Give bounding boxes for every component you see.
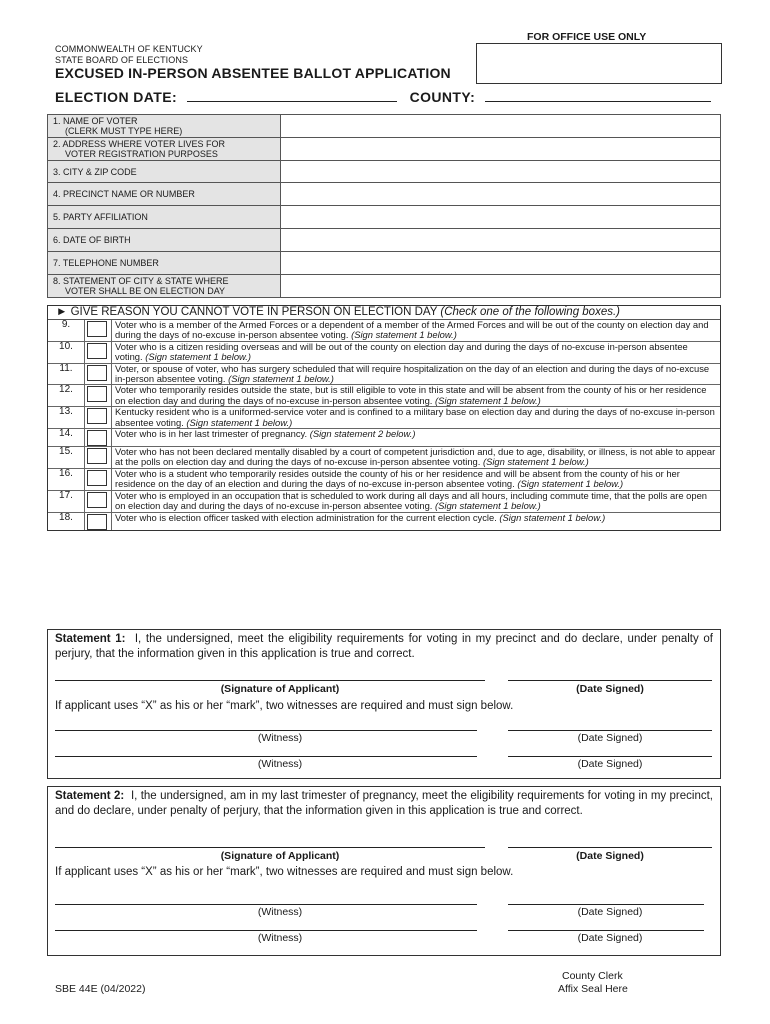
reason-number: 14. [48,429,85,447]
reason-row [48,447,720,469]
reason-sign-instruction: (Sign statement 1 below.) [435,500,541,512]
voter-field-row [48,252,721,275]
voter-field-label [48,115,281,138]
statement-1-box [47,629,721,779]
voter-field-input[interactable] [281,115,721,138]
applicant-signature-line-2[interactable] [55,847,485,848]
reason-sign-instruction: (Sign statement 1 below.) [435,394,541,406]
mark-note-1: If applicant uses “X” as his or her “mark”, two witnesses are required and must sign below. [55,700,514,712]
voter-field-label-line1: 3. CITY & ZIP CODE [53,166,137,177]
reason-description [112,512,721,530]
reason-checkbox-cell [85,447,112,469]
witness-caption-1b: (Witness) [257,758,303,770]
reason-row [48,385,720,407]
reason-row [48,512,720,530]
reason-row [48,320,720,341]
voter-field-row [48,275,721,298]
reason-heading-note: (Check one of the following boxes.) [440,306,621,318]
reason-number: 10. [48,341,85,363]
reason-checkbox-cell [85,512,112,530]
reason-heading-text: ► GIVE REASON YOU CANNOT VOTE IN PERSON ON ELECTION DAY [56,306,438,318]
voter-field-input[interactable] [281,229,721,252]
voter-field-label [48,206,281,229]
reason-checkbox-cell [85,490,112,512]
reason-checkbox[interactable] [87,430,107,446]
election-date-field[interactable] [187,89,397,102]
reason-description [112,407,721,429]
witness-caption-2a: (Witness) [257,906,303,918]
date-caption-1: (Date Signed) [576,683,644,695]
witness-date-line-1a[interactable] [508,730,712,731]
form-title: EXCUSED IN-PERSON ABSENTEE BALLOT APPLICATION [55,65,451,81]
statement-2-label: Statement 2: [55,790,125,802]
reason-sign-instruction: (Sign statement 1 below.) [482,456,589,468]
voter-field-input[interactable] [281,252,721,275]
reason-number: 18. [48,512,85,530]
reason-row [48,490,720,512]
reason-description [112,447,721,469]
voter-field-label-line1: 4. PRECINCT NAME OR NUMBER [53,189,195,199]
date-signed-line-1[interactable] [508,680,712,681]
reason-row [48,468,720,490]
voter-field-label [48,138,281,161]
reason-text: Voter who temporarily resides outside the state, but is still eligible to vote in this state and will be absent from the county of his or her residence on election day and during the days of no-excuse in-person absentee voting. [115,384,707,406]
agency-line-2: STATE BOARD OF ELECTIONS [55,55,189,65]
reason-row [48,363,720,385]
reason-sign-instruction: (Sign statement 1 below.) [145,351,252,363]
reason-checkbox[interactable] [87,492,107,508]
signature-caption-2: (Signature of Applicant) [220,850,340,862]
witness-date-line-2a[interactable] [508,904,704,905]
statement-2-box [47,786,721,956]
witness-date-caption-2b: (Date Signed) [577,932,643,944]
witness-line-2a[interactable] [55,904,477,905]
reason-checkbox-cell [85,407,112,429]
voter-field-input[interactable] [281,138,721,161]
applicant-signature-line-1[interactable] [55,680,485,681]
reason-checkbox[interactable] [87,321,107,337]
reason-sign-instruction: (Sign statement 1 below.) [186,416,293,428]
clerk-seal-line-2: Affix Seal Here [558,983,628,995]
reason-text: Voter who has not been declared mentally disabled by a court of competent jurisdiction and, due to age, disability, or illness, is not able to appear at the polls on election day and during the days of no-excuse in-person absentee voting. [115,446,716,468]
reason-number: 9. [48,320,85,341]
reason-description [112,490,721,512]
reason-checkbox[interactable] [87,470,107,486]
election-date-label: ELECTION DATE: [55,89,178,105]
reason-number: 15. [48,447,85,469]
voter-field-label-line1: 1. NAME OF VOTER [53,116,138,126]
reason-sign-instruction: (Sign statement 1 below.) [517,478,624,490]
reason-description [112,468,721,490]
office-use-label: FOR OFFICE USE ONLY [527,31,647,43]
voter-field-row [48,161,721,183]
reason-checkbox[interactable] [87,448,107,464]
statement-2-text-block [55,789,713,818]
witness-date-caption-1a: (Date Signed) [577,732,643,744]
mark-note-2: If applicant uses “X” as his or her “mark”, two witnesses are required and must sign below. [55,866,514,878]
statement-1-text: I, the undersigned, meet the eligibility requirements for voting in my precinct and do declare, under penalty of perjury, that the information given in this application is true and correct. [55,633,713,660]
witness-date-caption-2a: (Date Signed) [577,906,643,918]
reason-number: 11. [48,363,85,385]
voter-field-input[interactable] [281,275,721,298]
statement-2-text: I, the undersigned, am in my last trimester of pregnancy, meet the eligibility requirements for voting in my precinct, and do declare, under penalty of perjury, that the information given in this application is true and correct. [55,790,714,817]
reason-text: Voter who is a citizen residing overseas and will be out of the county on election day and during the days of no-excuse in-person absentee voting. [115,340,688,363]
reason-row [48,429,720,447]
form-id: SBE 44E (04/2022) [55,983,146,995]
reason-text: Voter who is employed in an occupation that is scheduled to work during all days and all hours, including commute time, that the polls are open on election day and during the days of no-excuse in-person absentee voting. [115,489,708,512]
voter-field-row [48,115,721,138]
reason-checkbox-cell [85,320,112,341]
reason-sign-instruction: (Sign statement 2 below.) [309,428,416,440]
reason-number: 17. [48,490,85,512]
voter-field-input[interactable] [281,161,721,183]
reason-checkbox[interactable] [87,386,107,402]
reason-checkbox-cell [85,341,112,363]
voter-field-row [48,206,721,229]
voter-field-label-line2: VOTER SHALL BE ON ELECTION DAY [65,286,226,296]
reason-text: Voter who is a student who temporarily resides outside the county of his or her residence and will be absent from the county of his or her residence on the day of an election and during the days of no-excuse in-person absentee voting. [115,467,680,490]
voter-field-label-line1: 6. DATE OF BIRTH [53,235,131,245]
voter-field-label-line1: 5. PARTY AFFILIATION [53,212,148,222]
reason-text: Voter, or spouse of voter, who has surgery scheduled that will require hospitalization on the day of an election and during the days of no-excuse in-person absentee voting. [115,362,710,385]
reason-description [112,363,721,385]
witness-line-1b[interactable] [55,756,477,757]
reason-checkbox[interactable] [87,514,107,530]
voter-field-label-line1: 2. ADDRESS WHERE VOTER LIVES FOR [53,139,226,149]
witness-date-caption-1b: (Date Signed) [577,758,643,770]
voter-field-row [48,183,721,206]
statement-1-label: Statement 1: [55,633,126,645]
reason-description [112,341,721,363]
voter-field-input[interactable] [281,206,721,229]
agency-line-1: COMMONWEALTH OF KENTUCKY [55,44,203,54]
reason-number: 13. [48,407,85,429]
voter-field-label-line2: (CLERK MUST TYPE HERE) [65,126,183,136]
voter-field-label [48,275,281,298]
voter-info-table [47,114,721,298]
reasons-table [48,320,720,530]
voter-field-label-line1: 8. STATEMENT OF CITY & STATE WHERE [53,276,229,286]
date-caption-2: (Date Signed) [576,850,644,862]
witness-caption-1a: (Witness) [257,732,303,744]
reason-sign-instruction: (Sign statement 1 below.) [499,511,606,523]
date-signed-line-2[interactable] [508,847,712,848]
reason-section [47,305,721,531]
voter-field-label [48,229,281,252]
reason-description [112,429,721,447]
reason-sign-instruction: (Sign statement 1 below.) [228,373,334,385]
county-field[interactable] [485,89,711,102]
reason-description [112,320,721,341]
reason-number: 12. [48,385,85,407]
reason-checkbox[interactable] [87,365,107,381]
county-label: COUNTY: [409,89,476,105]
reason-checkbox[interactable] [87,343,107,359]
voter-field-label-line2: VOTER REGISTRATION PURPOSES [65,149,218,159]
witness-line-2b[interactable] [55,930,477,931]
reason-checkbox-cell [85,385,112,407]
statement-1-text-block [55,632,713,661]
witness-caption-2b: (Witness) [257,932,303,944]
clerk-seal-line-1: County Clerk [562,970,623,982]
reason-checkbox-cell [85,468,112,490]
reason-heading [48,306,720,320]
voter-field-row [48,229,721,252]
reason-text: Voter who is in her last trimester of pregnancy. [115,428,308,440]
voter-field-row [48,138,721,161]
reason-sign-instruction: (Sign statement 1 below.) [351,329,457,341]
reason-text: Voter who is a member of the Armed Forces or a dependent of a member of the Armed Forces and will be out of the county on election day and during the days of no-excuse in-person absentee voting. [115,319,709,341]
election-row [55,89,711,105]
voter-field-label [48,183,281,206]
reason-checkbox-cell [85,429,112,447]
reason-text: Voter who is election officer tasked with election administration for the current election cycle. [115,511,497,523]
witness-date-line-1b[interactable] [508,756,712,757]
reason-text: Kentucky resident who is a uniformed-service voter and is confined to a military base on election day and during the days of no-excuse in-person absentee voting. [115,406,715,428]
office-use-box [476,43,722,84]
voter-field-input[interactable] [281,183,721,206]
reason-checkbox-cell [85,363,112,385]
signature-caption-1: (Signature of Applicant) [220,683,340,695]
voter-field-label [48,161,281,183]
witness-date-line-2b[interactable] [508,930,704,931]
reason-row [48,341,720,363]
reason-number: 16. [48,468,85,490]
reason-row [48,407,720,429]
voter-field-label [48,252,281,275]
witness-line-1a[interactable] [55,730,477,731]
voter-field-label-line1: 7. TELEPHONE NUMBER [53,258,159,268]
reason-checkbox[interactable] [87,408,107,424]
reason-description [112,385,721,407]
